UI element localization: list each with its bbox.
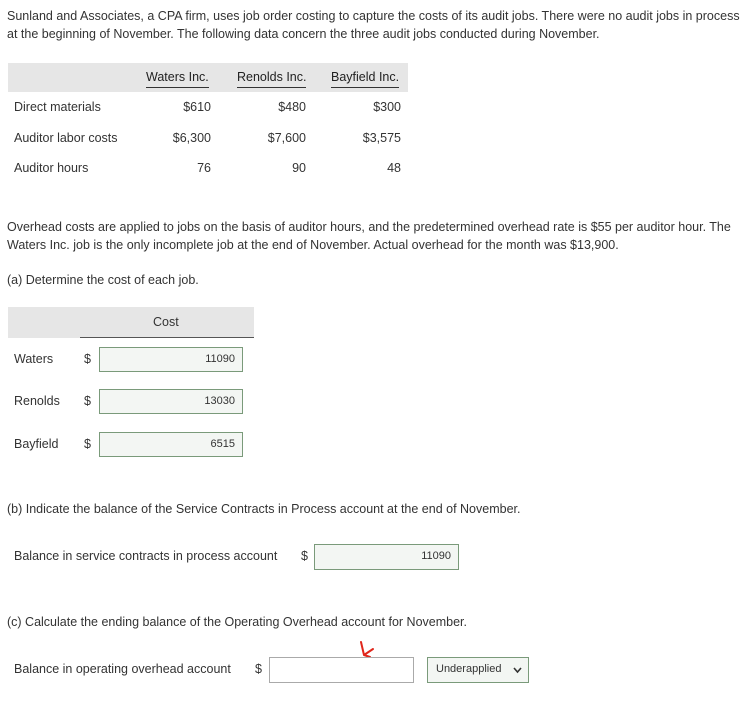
bayfield-cost-input[interactable]: 6515 [99,432,243,457]
row-label-bayfield: Bayfield [14,437,59,451]
operating-overhead-balance-input[interactable] [269,657,414,683]
applied-status-dropdown[interactable] [427,657,529,683]
chevron-down-icon [513,658,522,691]
currency-symbol: $ [84,437,91,451]
waters-cost-input[interactable]: 11090 [99,347,243,372]
cell-value: $300 [373,100,401,114]
overhead-paragraph: Overhead costs are applied to jobs on the basis of auditor hours, and the predetermined overhead rate is $55 per auditor hour. The Waters Inc. job is the only incomplete job at the end of November. Actual overhead for the month was $13,900. [7,220,731,252]
header-underline [80,337,254,338]
cost-table-header-bar [8,307,254,338]
row-label-renolds: Renolds [14,394,60,408]
question-a: (a) Determine the cost of each job. [7,273,199,287]
operating-overhead-label: Balance in operating overhead account [14,662,231,676]
cell-value: 90 [292,161,306,175]
column-header-bayfield: Bayfield Inc. [331,70,399,88]
column-header-waters: Waters Inc. [146,70,209,88]
cost-column-header: Cost [153,315,179,329]
renolds-cost-input[interactable]: 13030 [99,389,243,414]
service-contracts-label: Balance in service contracts in process account [14,549,278,563]
cell-value: $480 [278,100,306,114]
cell-value: $6,300 [172,131,211,145]
row-label-waters: Waters [14,352,54,366]
service-contracts-balance-input[interactable]: 11090 [314,544,459,570]
row-label-direct-materials: Direct materials [14,100,101,114]
row-label-auditor-labor-costs: Auditor labor costs [14,131,118,145]
question-b: (b) Indicate the balance of the Service Contracts in Process account at the end of November. [7,502,521,516]
column-header-renolds: Renolds Inc. [237,70,306,88]
intro-paragraph: Sunland and Associates, a CPA firm, uses job order costing to capture the costs of its audit jobs. There were no audit jobs in process at the beginning of November. The following data concern the three audit jobs conducted during November. [7,9,740,41]
cell-value: $7,600 [267,131,306,145]
currency-symbol: $ [301,549,308,563]
currency-symbol: $ [84,394,91,408]
cell-value: $610 [183,100,211,114]
question-c: (c) Calculate the ending balance of the Operating Overhead account for November. [7,615,467,629]
cell-value: 76 [197,161,211,175]
row-label-auditor-hours: Auditor hours [14,161,89,175]
cell-value: 48 [387,161,401,175]
dropdown-selected-value: Underapplied [436,663,502,675]
cell-value: $3,575 [362,131,401,145]
currency-symbol: $ [255,662,262,676]
currency-symbol: $ [84,352,91,366]
